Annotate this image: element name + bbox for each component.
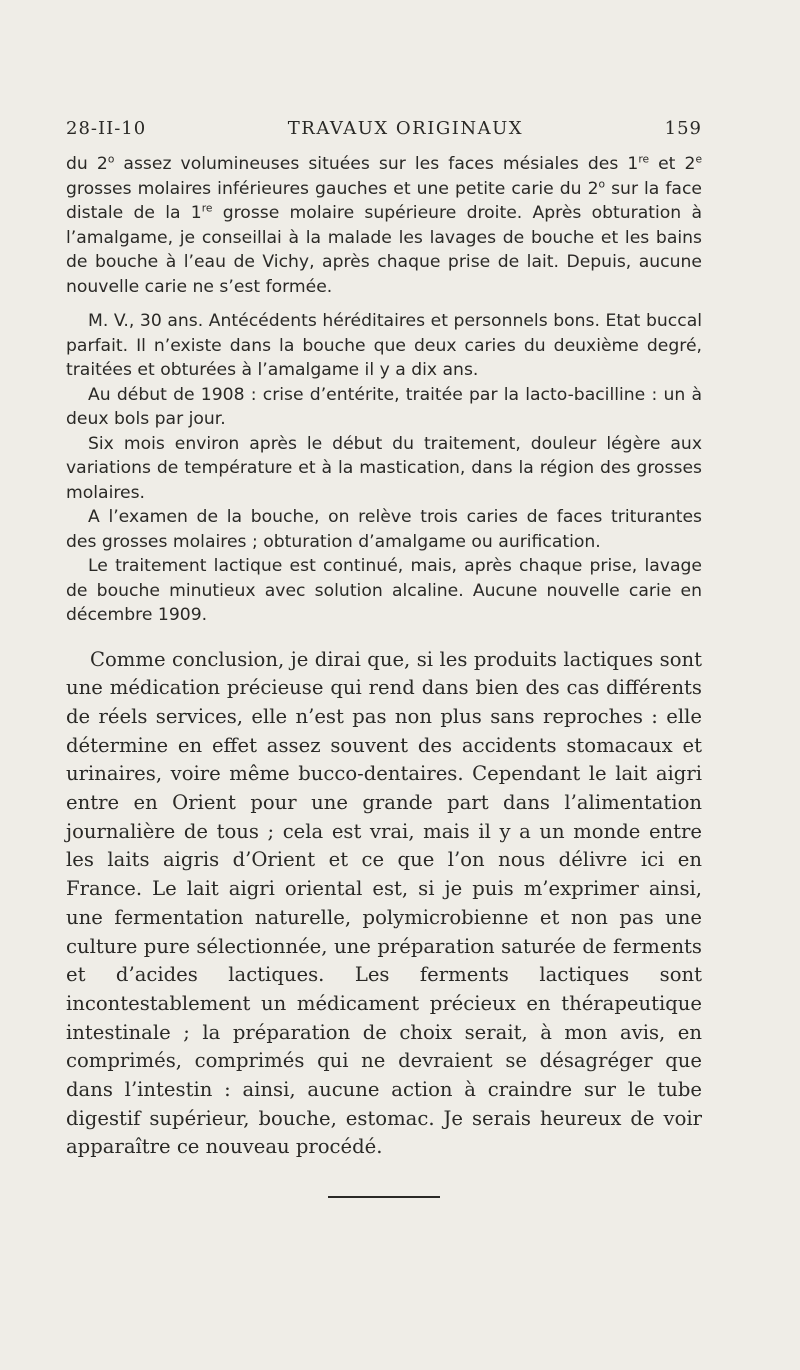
running-header — [66, 118, 702, 150]
paragraph: Six mois environ après le début du traitement, douleur légère aux variations de température et à la mastication, dans la région des grosses molaires. — [66, 433, 702, 503]
paragraph: du 2$^o$ assez volumineuses situées sur les faces mésiales des 1re et 2e grosses molaires inférieures gauches et une petite carie du 2$^o$ sur la face distale de la 1re grosse molaire supérieure droite. Après obturation à l’amalgame, je conseillai à la malade les lavages de bouche et les bains de bouche à l’eau de Vichy, après chaque prise de lait. Depuis, aucune nouvelle carie ne s’est formée. — [66, 152, 702, 297]
section-divider — [328, 1196, 440, 1198]
paragraph: M. V., 30 ans. Antécédents héréditaires et personnels bons. Etat buccal parfait. Il n’existe dans la bouche que deux caries du deuxième degré, traitées et obturées à l’amalgame il y a dix ans. — [66, 311, 702, 380]
page-number: 159 — [664, 118, 702, 139]
paragraph: Le traitement lactique est continué, mais, après chaque prise, lavage de bouche minutieux avec solution alcaline. Aucune nouvelle carie en décembre 1909. — [66, 556, 702, 625]
case-notes — [66, 152, 702, 628]
paragraph: Au début de 1908 : crise d’entérite, traitée par la lacto-bacilline : un à deux bols par jour. — [66, 384, 702, 429]
paragraph: A l’examen de la bouche, on relève trois caries de faces triturantes des grosses molaires ; obturation d’amalgame ou aurification. — [66, 507, 702, 552]
conclusion — [66, 646, 702, 1163]
header-date: 28-II-10 — [66, 118, 147, 139]
header-title: TRAVAUX ORIGINAUX — [287, 118, 524, 139]
paragraph: Comme conclusion, je dirai que, si les produits lactiques sont une médication précieuse qui rend dans bien des cas différents de réels services, elle n’est pas non plus sans reproches : elle détermine en effet assez souvent des accidents stomacaux et urinaires, voire même bucco-dentaires. Cependant le lait aigri entre en Orient pour une grande part dans l’alimentation journalière de tous ; cela est vrai, mais il y a un monde entre les laits aigris d’Orient et ce que l’on nous délivre ici en France. Le lait aigri oriental est, si je puis m’exprimer ainsi, une fermentation naturelle, polymicrobienne et non pas une culture pure sélectionnée, une préparation saturée de ferments et d’acides lactiques. Les ferments lactiques sont incontestablement un médicament précieux en thérapeutique intestinale ; la préparation de choix serait, à mon avis, en comprimés, comprimés qui ne devraient se désagréger que dans l’intestin : ainsi, aucune action à craindre sur le tube digestif supérieur, bouche, estomac. Je serais heureux de voir apparaître ce nouveau procédé. — [66, 647, 702, 1159]
